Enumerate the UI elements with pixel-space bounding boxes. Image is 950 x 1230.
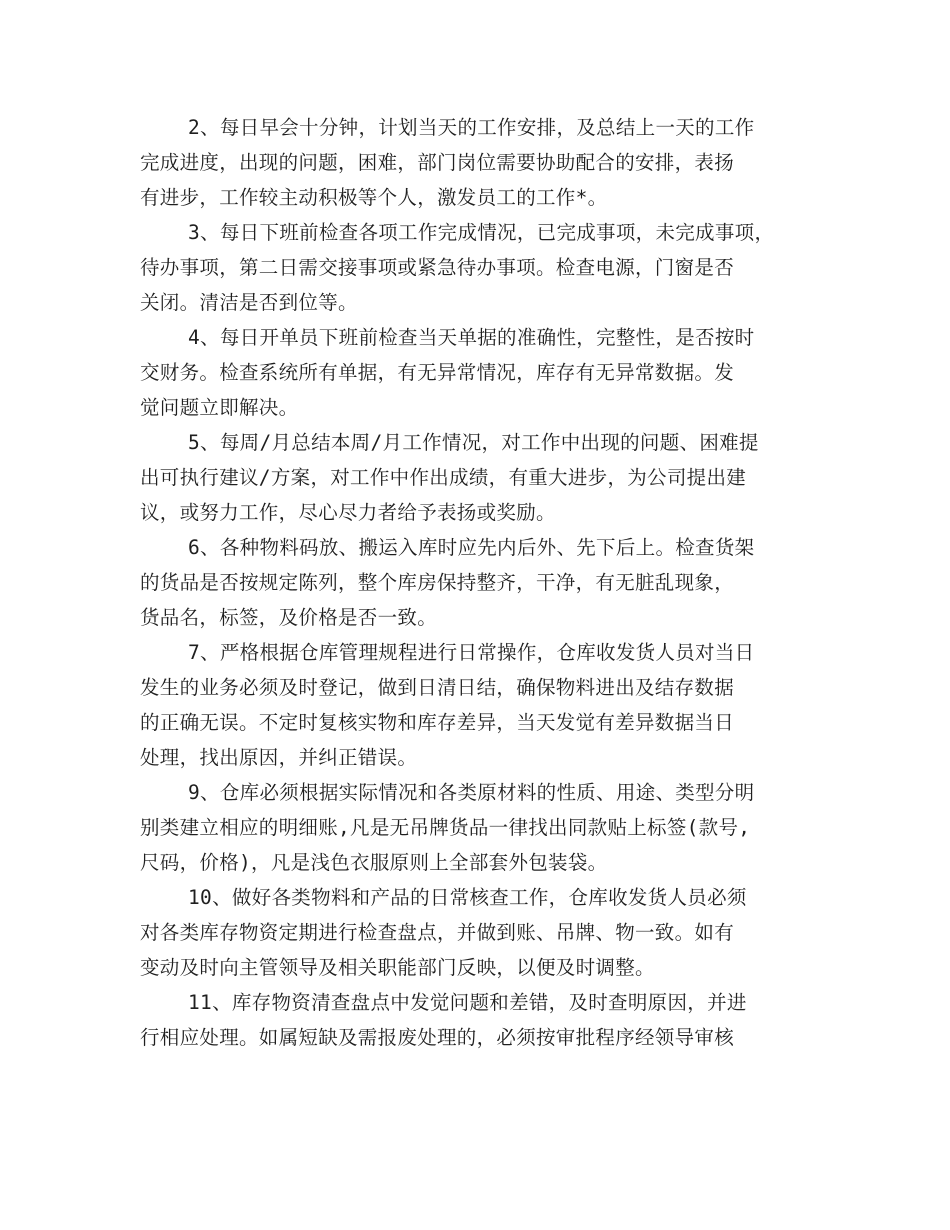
paragraph-line: 的正确无误。不定时复核实物和库存差异，当天发觉有差异数据当日	[140, 711, 735, 734]
paragraph-line: 4、每日开单员下班前检查当天单据的准确性，完整性，是否按时	[188, 326, 755, 349]
paragraph-line: 有进步，工作较主动积极等个人，激发员工的工作*。	[140, 186, 608, 209]
paragraph-line: 对各类库存物资定期进行检查盘点，并做到账、吊牌、物一致。如有	[140, 921, 735, 944]
paragraph-line: 处理，找出原因，并纠正错误。	[140, 746, 418, 769]
paragraph-line: 关闭。清洁是否到位等。	[140, 291, 358, 314]
paragraph-line: 2、每日早会十分钟，计划当天的工作安排，及总结上一天的工作	[188, 116, 755, 139]
paragraph-line: 的货品是否按规定陈列，整个库房保持整齐，干净，有无脏乱现象，	[140, 571, 735, 594]
paragraph-line: 觉问题立即解决。	[140, 396, 299, 419]
paragraph-line: 交财务。检查系统所有单据，有无异常情况，库存有无异常数据。发	[140, 361, 735, 384]
paragraph-line: 3、每日下班前检查各项工作完成情况，已完成事项，未完成事项，	[188, 221, 775, 244]
paragraph-line: 11、库存物资清查盘点中发觉问题和差错，及时查明原因，并进	[188, 991, 747, 1014]
paragraph	[140, 635, 810, 775]
paragraph-line: 发生的业务必须及时登记，做到日清日结，确保物料进出及结存数据	[140, 676, 735, 699]
paragraph	[140, 775, 810, 880]
paragraph-line: 变动及时向主管领导及相关职能部门反映，以便及时调整。	[140, 956, 655, 979]
paragraph	[140, 215, 810, 320]
paragraph	[140, 530, 810, 635]
paragraph-line: 7、严格根据仓库管理规程进行日常操作，仓库收发货人员对当日	[188, 641, 755, 664]
paragraph-line: 5、每周/月总结本周/月工作情况，对工作中出现的问题、困难提	[188, 431, 759, 454]
paragraph-line: 别类建立相应的明细账,凡是无吊牌货品一律找出同款贴上标签(款号,	[140, 816, 751, 839]
paragraph-line: 议，或努力工作，尽心尽力者给予表扬或奖励。	[140, 501, 556, 524]
paragraph	[140, 320, 810, 425]
paragraph-line: 尺码，价格)，凡是浅色衣服原则上全部套外包装袋。	[140, 851, 608, 874]
document-body	[140, 110, 810, 1055]
paragraph	[140, 985, 810, 1055]
paragraph-line: 完成进度，出现的问题，困难，部门岗位需要协助配合的安排，表扬	[140, 151, 735, 174]
paragraph	[140, 110, 810, 215]
paragraph	[140, 880, 810, 985]
paragraph-line: 待办事项，第二日需交接事项或紧急待办事项。检查电源，门窗是否	[140, 256, 735, 279]
paragraph-line: 行相应处理。如属短缺及需报废处理的，必须按审批程序经领导审核	[140, 1026, 735, 1049]
paragraph-line: 出可执行建议/方案，对工作中作出成绩，有重大进步，为公司提出建	[140, 466, 747, 489]
paragraph	[140, 425, 810, 530]
paragraph-line: 货品名，标签，及价格是否一致。	[140, 606, 438, 629]
paragraph-line: 9、仓库必须根据实际情况和各类原材料的性质、用途、类型分明	[188, 781, 755, 804]
paragraph-line: 10、做好各类物料和产品的日常核查工作，仓库收发货人员必须	[188, 886, 747, 909]
paragraph-line: 6、各种物料码放、搬运入库时应先内后外、先下后上。检查货架	[188, 536, 755, 559]
